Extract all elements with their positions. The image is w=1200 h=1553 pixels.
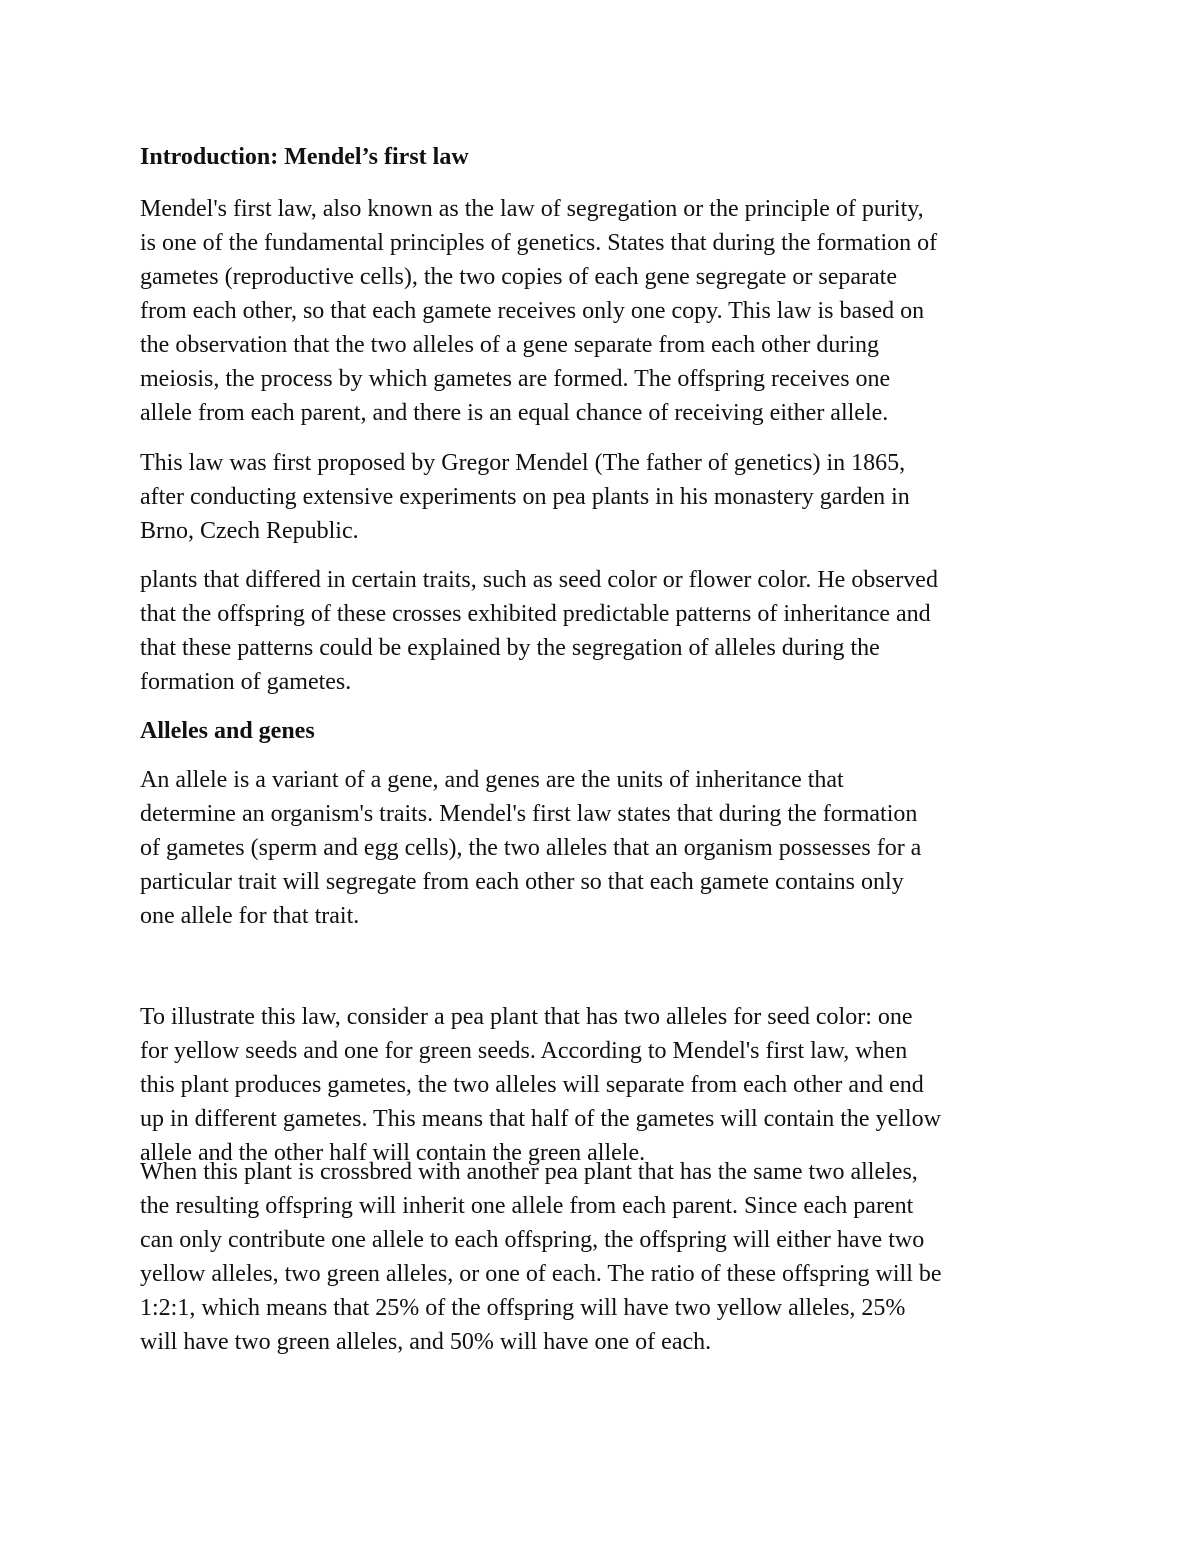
text-line: An allele is a variant of a gene, and genes are the units of inheritance that — [140, 767, 844, 793]
text-line: determine an organism's traits. Mendel's first law states that during the formation — [140, 801, 918, 827]
text-line: To illustrate this law, consider a pea plant that has two alleles for seed color: one — [140, 1004, 913, 1030]
heading-introduction: Introduction: Mendel’s first law — [140, 144, 469, 170]
text-line: When this plant is crossbred with another pea plant that has the same two alleles, — [140, 1159, 918, 1185]
text-line: Brno, Czech Republic. — [140, 518, 359, 544]
text-line: particular trait will segregate from each other so that each gamete contains only — [140, 869, 904, 895]
text-line: from each other, so that each gamete receives only one copy. This law is based on — [140, 298, 925, 324]
paragraph-5 — [140, 1000, 941, 1170]
text-line: will have two green alleles, and 50% will have one of each. — [140, 1329, 712, 1355]
paragraph-1 — [140, 192, 937, 430]
text-line: meiosis, the process by which gametes are formed. The offspring receives one — [140, 366, 891, 392]
text-line: up in different gametes. This means that half of the gametes will contain the yellow — [140, 1106, 941, 1132]
text-line: This law was first proposed by Gregor Mendel (The father of genetics) in 1865, — [140, 450, 906, 476]
text-line: can only contribute one allele to each offspring, the offspring will either have two — [140, 1227, 925, 1253]
text-line: plants that differed in certain traits, such as seed color or flower color. He observed — [140, 567, 938, 593]
heading-alleles-and-genes: Alleles and genes — [140, 718, 315, 744]
text-line: 1:2:1, which means that 25% of the offspring will have two yellow alleles, 25% — [140, 1295, 906, 1321]
text-line: the observation that the two alleles of a gene separate from each other during — [140, 332, 880, 358]
text-line: that these patterns could be explained by the segregation of alleles during the — [140, 635, 880, 661]
text-line: allele from each parent, and there is an equal chance of receiving either allele. — [140, 400, 889, 426]
text-line: one allele for that trait. — [140, 903, 360, 929]
text-line: allele and the other half will contain the green allele. — [140, 1140, 646, 1166]
text-line: gametes (reproductive cells), the two copies of each gene segregate or separate — [140, 264, 897, 290]
text-line: formation of gametes. — [140, 669, 352, 695]
text-line: that the offspring of these crosses exhibited predictable patterns of inheritance and — [140, 601, 931, 627]
paragraph-6 — [140, 1155, 942, 1359]
text-line: for yellow seeds and one for green seeds. According to Mendel's first law, when — [140, 1038, 908, 1064]
text-line: after conducting extensive experiments on pea plants in his monastery garden in — [140, 484, 910, 510]
text-line: yellow alleles, two green alleles, or one of each. The ratio of these offspring will be — [140, 1261, 942, 1287]
text-line: this plant produces gametes, the two alleles will separate from each other and end — [140, 1072, 924, 1098]
paragraph-4 — [140, 763, 921, 933]
paragraph-2 — [140, 446, 910, 548]
text-line: the resulting offspring will inherit one allele from each parent. Since each parent — [140, 1193, 914, 1219]
text-line: is one of the fundamental principles of genetics. States that during the formation of — [140, 230, 938, 256]
paragraph-3 — [140, 563, 938, 699]
text-line: of gametes (sperm and egg cells), the two alleles that an organism possesses for a — [140, 835, 922, 861]
text-line: Mendel's first law, also known as the law of segregation or the principle of purity, — [140, 196, 924, 222]
